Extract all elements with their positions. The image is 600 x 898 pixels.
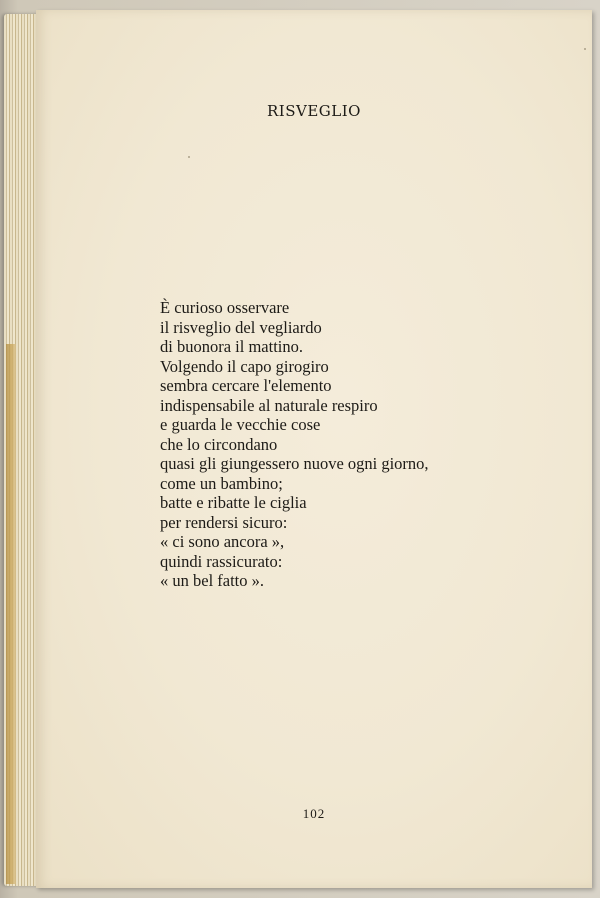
poem-line: che lo circondano [160,434,278,454]
poem-line: « un bel fatto ». [160,571,265,590]
paper-speck [188,156,190,158]
poem-line: e guarda le vecchie cose [160,415,321,434]
poem-line: Volgendo il capo girogiro [160,356,329,376]
poem-line: come un bambino; [160,473,283,493]
poem-line: il risveglio del vegliardo [160,317,322,337]
poem-line: quindi rassicurato: [160,551,283,571]
page-number: 102 [302,806,326,821]
poem-line: « ci sono ancora », [160,532,285,551]
poem-text [160,298,429,591]
poem-line: di buonora il mattino. [160,337,303,356]
poem-line: È curioso osservare [160,298,290,317]
poem-line: per rendersi sicuro: [160,512,288,532]
book-page [36,10,592,888]
poem-line: batte e ribatte le ciglia [160,493,307,512]
poem-title: RISVEGLIO [267,102,361,120]
poem-line: indispensabile al naturale respiro [160,395,378,415]
paper-speck [584,48,586,50]
poem-line: quasi gli giungessero nuove ogni giorno, [160,454,429,473]
poem-line: sembra cercare l'elemento [160,376,332,395]
gilt-edge [6,344,16,884]
